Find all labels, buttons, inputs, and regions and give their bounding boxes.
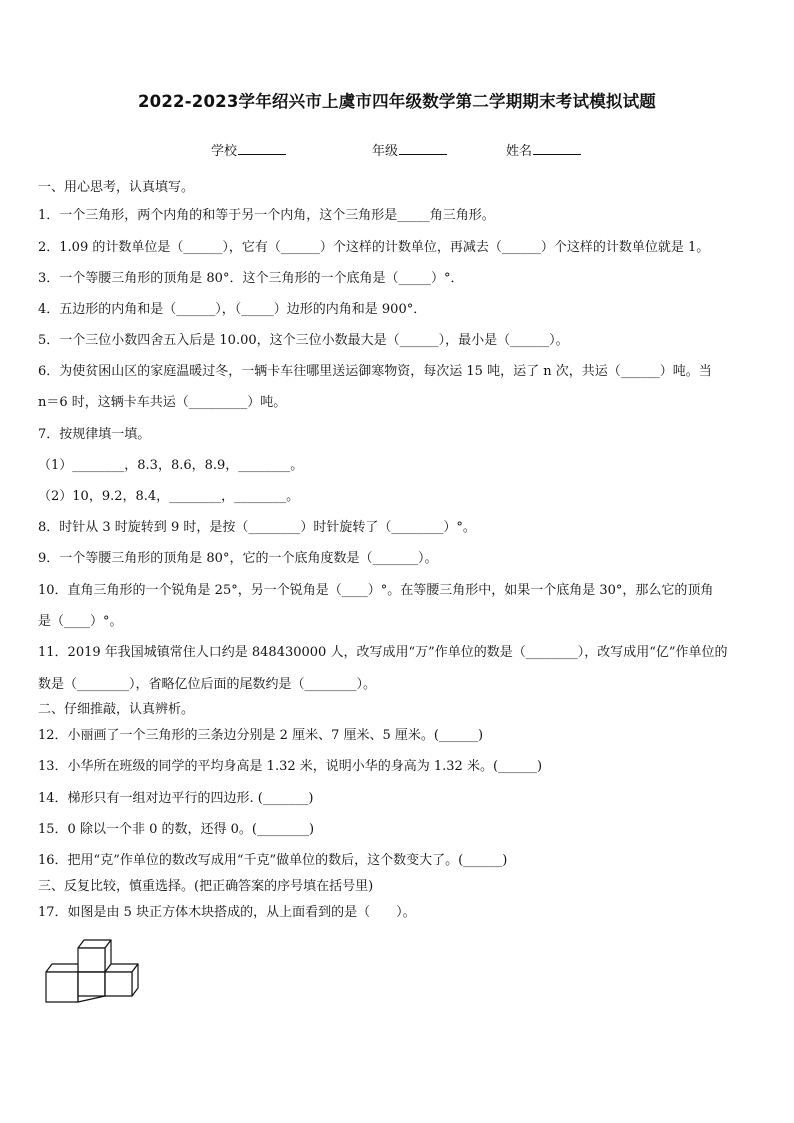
left-cube-front-face bbox=[46, 972, 78, 1002]
name-blank[interactable] bbox=[533, 142, 581, 155]
school-blank[interactable] bbox=[238, 142, 286, 155]
question-11-continued: 数是（________），省略亿位后面的尾数约是（________）。 bbox=[38, 677, 377, 692]
question-8: 8．时针从 3 时旋转到 9 时，是按（________）时针旋转了（________）°。 bbox=[38, 520, 476, 535]
question-6: 6．为使贫困山区的家庭温暖过冬，一辆卡车往哪里送运御寒物资，每次运 15 吨，运了 n 次，共运（______）吨。当 bbox=[38, 364, 712, 379]
question-17: 17．如图是由 5 块正方体木块搭成的，从上面看到的是（ ）。 bbox=[38, 905, 416, 920]
question-12: 12．小丽画了一个三角形的三条边分别是 2 厘米、7 厘米、5 厘米。(______) bbox=[38, 728, 484, 743]
section-2-heading: 二、仔细推敲，认真辨析。 bbox=[38, 702, 195, 717]
question-2: 2．1.09 的计数单位是（______），它有（______）个这样的计数单位，再减去（______）个这样的计数单位就是 1。 bbox=[38, 240, 710, 255]
question-9: 9．一个等腰三角形的顶角是 80°，它的一个底角度数是（_______）。 bbox=[38, 551, 438, 566]
question-4: 4．五边形的内角和是（______），（_____）边形的内角和是 900°． bbox=[38, 302, 427, 317]
question-7: 7．按规律填一填。 bbox=[38, 427, 151, 442]
school-label: 学校 bbox=[211, 144, 238, 159]
question-7-part-1: （1）________，8.3，8.6，8.9，________。 bbox=[38, 458, 304, 473]
question-3: 3．一个等腰三角形的顶角是 80°．这个三角形的一个底角是（_____）°． bbox=[38, 271, 464, 286]
question-10: 10．直角三角形的一个锐角是 25°，另一个锐角是（____）°。在等腰三角形中，如果一个底角是 30°，那么它的顶角 bbox=[38, 583, 714, 598]
top-cube-front-face bbox=[78, 948, 105, 972]
cube-stack-figure bbox=[44, 938, 140, 1010]
page-title: 2022-2023学年绍兴市上虞市四年级数学第二学期期末考试模拟试题 bbox=[138, 92, 656, 111]
question-7-part-2: （2）10，9.2，8.4，________，________。 bbox=[38, 489, 300, 504]
question-1: 1．一个三角形，两个内角的和等于另一个内角，这个三角形是_____角三角形。 bbox=[38, 208, 495, 223]
question-10-continued: 是（____）°。 bbox=[38, 614, 123, 629]
grade-field bbox=[372, 140, 447, 159]
section-1-heading: 一、用心思考，认真填写。 bbox=[38, 180, 195, 195]
question-5: 5．一个三位小数四舍五入后是 10.00，这个三位小数最大是（______），最小是（______）。 bbox=[38, 333, 569, 348]
left-cube-top-face bbox=[46, 964, 78, 972]
question-11: 11．2019 年我国城镇常住人口约是 848430000 人，改写成用“万”作单位的数是（________），改写成用“亿”作单位的 bbox=[38, 645, 728, 660]
grade-label: 年级 bbox=[372, 144, 399, 159]
question-16: 16．把用“克”作单位的数改写成用“千克”做单位的数后，这个数变大了。(______) bbox=[38, 853, 508, 868]
grade-blank[interactable] bbox=[399, 142, 447, 155]
school-field bbox=[211, 140, 286, 159]
middle-cube-front-face bbox=[78, 972, 105, 996]
right-cube-front-face bbox=[105, 972, 132, 996]
name-field bbox=[506, 140, 581, 159]
section-3-heading: 三、反复比较，慎重选择。(把正确答案的序号填在括号里) bbox=[38, 879, 374, 894]
question-15: 15．0 除以一个非 0 的数，还得 0。(________) bbox=[38, 822, 315, 837]
question-6-continued: n＝6 时，这辆卡车共运（_________）吨。 bbox=[38, 395, 287, 410]
question-14: 14．梯形只有一组对边平行的四边形. (_______) bbox=[38, 791, 314, 806]
question-13: 13．小华所在班级的同学的平均身高是 1.32 米，说明小华的身高为 1.32 米。(______) bbox=[38, 759, 543, 774]
name-label: 姓名 bbox=[506, 144, 533, 159]
